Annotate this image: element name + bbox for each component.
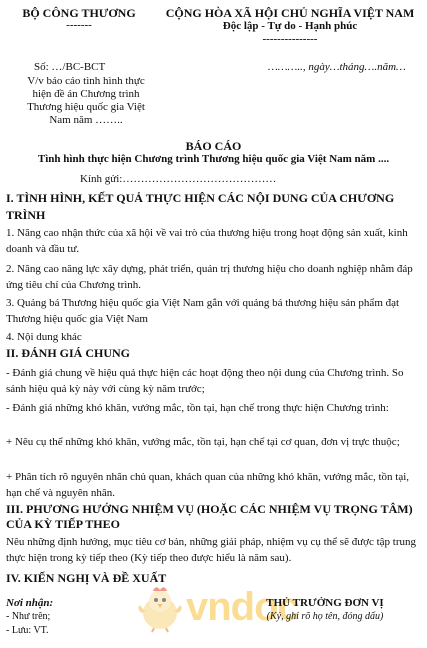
subject-line: Thương hiệu quốc gia Việt <box>27 101 145 113</box>
recipient-line: Kính gửi:…………………………………… <box>80 173 277 185</box>
document-number: Số: …/BC-BCT <box>34 61 106 73</box>
section-1-heading: I. TÌNH HÌNH, KẾT QUẢ THỰC HIỆN CÁC NỘI DUNG CỦA CHƯƠNG TRÌNH <box>6 191 395 222</box>
section-4-heading: IV. KIẾN NGHỊ VÀ ĐỀ XUẤT <box>6 571 167 585</box>
ministry-dashes: ------- <box>66 19 92 31</box>
chicken-mascot-icon <box>134 583 186 633</box>
recipient-item: - Lưu: VT. <box>6 625 49 636</box>
date-line: ……….., ngày…tháng….năm… <box>268 61 406 73</box>
report-subtitle: Tình hình thực hiện Chương trình Thương hiệu quốc gia Việt Nam năm .... <box>37 153 390 165</box>
section-1-item-4: 4. Nội dung khác <box>6 331 82 343</box>
section-1-item-1: 1. Nâng cao nhận thức của xã hội về vai trò của thương hiệu trong hoạt động sản xuất, kinh doanh và đầu tư. <box>6 227 408 255</box>
subject-block <box>16 75 156 127</box>
section-3-item-1: Nêu những định hướng, mục tiêu cơ bản, những giải pháp, nhiệm vụ cụ thể sẽ được tập trung thực hiện trong kỳ tiếp theo (Kỳ tiếp theo được hiểu là năm sau). <box>6 536 417 564</box>
subject-line: V/v báo cáo tình hình thực <box>27 75 145 87</box>
section-2-item-2: - Đánh giá những khó khăn, vướng mắc, tồn tại, hạn chế trong thực hiện Chương trình: <box>6 402 389 414</box>
subject-line: Nam năm …….. <box>49 114 123 126</box>
signer-title: THỦ TRƯỞNG ĐƠN VỊ <box>266 597 384 609</box>
national-motto: Độc lập - Tự do - Hạnh phúc <box>222 20 358 32</box>
section-2-item-3: + Nêu cụ thể những khó khăn, vướng mắc, tồn tại, hạn chế tại cơ quan, đơn vị trực thuộc; <box>6 436 400 448</box>
section-2-item-1: - Đánh giá chung về hiệu quả thực hiện các hoạt động theo nội dung của Chương trình. So sánh hiệu quả kỳ này với cùng kỳ năm trước; <box>6 367 404 395</box>
section-1-item-3: 3. Quảng bá Thương hiệu quốc gia Việt Nam gắn với quảng bá thương hiệu sản phẩm đạt Thương hiệu quốc gia Việt Nam <box>6 297 400 325</box>
section-1-item-2: 2. Nâng cao năng lực xây dựng, phát triển, quản trị thương hiệu cho doanh nghiệp nhằm đáp ứng tiêu chí của Chương trình. <box>6 263 413 291</box>
recipients-label: Nơi nhận: <box>6 597 54 609</box>
report-title: BÁO CÁO <box>185 139 242 153</box>
section-3-heading: III. PHƯƠNG HƯỚNG NHIỆM VỤ (HOẶC CÁC NHIỆM VỤ TRỌNG TÂM) CỦA KỲ TIẾP THEO <box>6 502 413 531</box>
section-2-item-4: + Phân tích rõ nguyên nhân chủ quan, khách quan của những khó khăn, vướng mắc, tồn tại, hạn chế và nguyên nhân. <box>6 471 410 499</box>
subject-line: hiện đề án Chương trình <box>32 88 140 100</box>
country-name: CỘNG HÒA XÃ HỘI CHỦ NGHĨA VIỆT NAM <box>165 6 415 20</box>
motto-dashes: --------------- <box>262 33 318 45</box>
section-2-heading: II. ĐÁNH GIÁ CHUNG <box>6 346 131 360</box>
watermark-logo: vndoc <box>186 585 299 629</box>
ministry-name: BỘ CÔNG THƯƠNG <box>22 6 136 20</box>
signer-note: (Ký, ghi rõ họ tên, đóng dấu) <box>266 611 384 622</box>
recipient-item: - Như trên; <box>6 611 51 622</box>
